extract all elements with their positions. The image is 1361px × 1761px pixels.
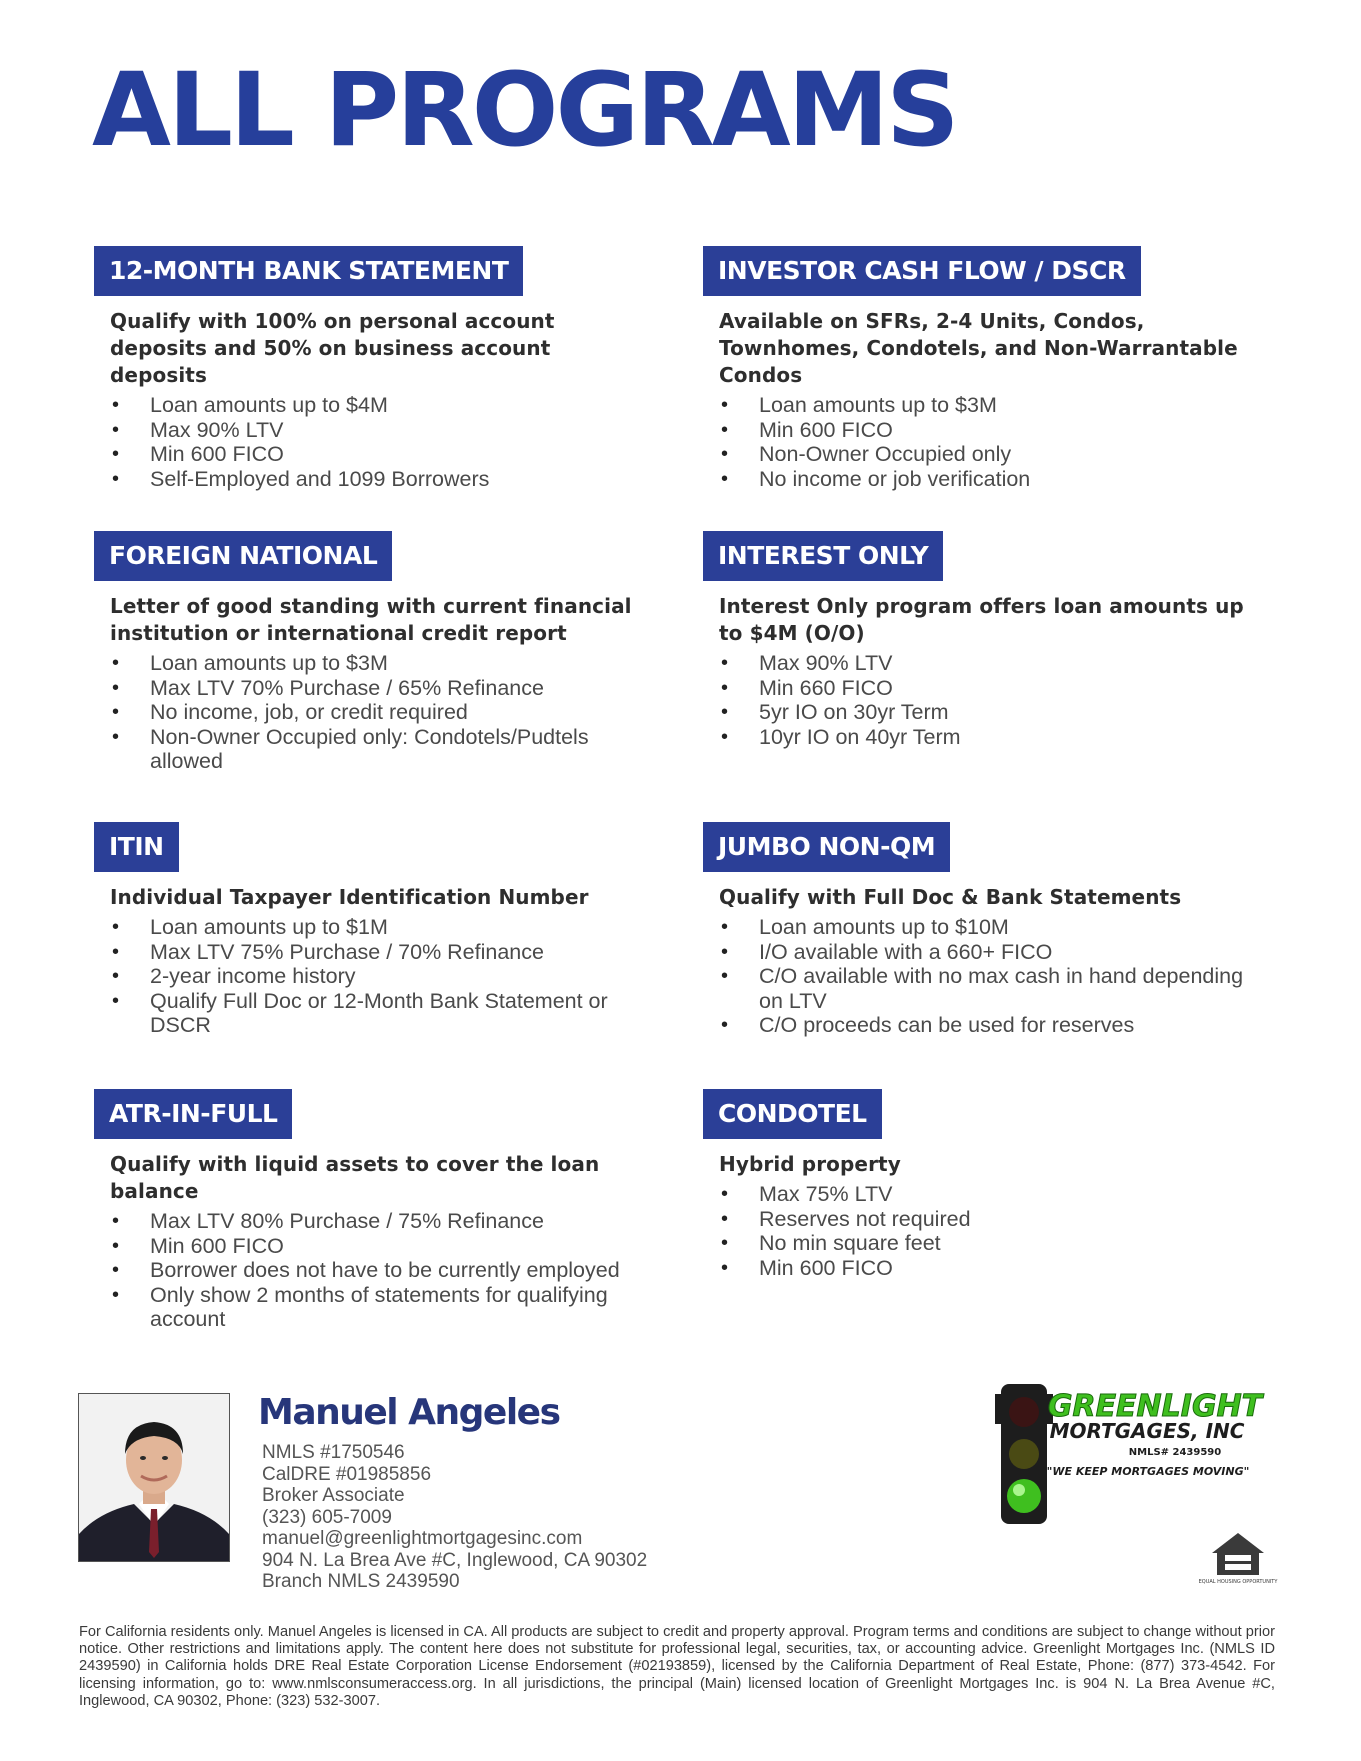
list-item: • I/O available with a 660+ FICO [719,940,1261,965]
list-item: • Min 600 FICO [719,1256,1261,1281]
agent-phone[interactable]: (323) 605-7009 [262,1506,392,1528]
bullet-list [110,393,652,491]
traffic-light-logo-icon [995,1382,1275,1532]
list-item: • Reserves not required [719,1207,1261,1232]
bullet-list [719,651,1261,749]
list-item: • Max LTV 80% Purchase / 75% Refinance [110,1209,672,1234]
list-item: • Max LTV 70% Purchase / 65% Refinance [110,676,652,701]
list-item: • Max 90% LTV [719,651,1261,676]
section-badge: INTEREST ONLY [703,531,943,581]
section-atr-in-full [92,1089,672,1332]
section-subtitle: Interest Only program offers loan amounts up to $4M (O/O) [719,594,1244,645]
list-item: • C/O proceeds can be used for reserves [719,1013,1261,1038]
list-item: • Only show 2 months of statements for qualifying account [110,1283,672,1332]
section-badge: ITIN [94,822,179,872]
bullet-list [719,1182,1261,1280]
agent-caldre: CalDRE #01985856 [262,1463,432,1485]
section-badge: INVESTOR CASH FLOW / DSCR [703,246,1141,296]
equal-housing-icon [1198,1529,1278,1589]
list-item: • Loan amounts up to $4M [110,393,652,418]
svg-text:GREENLIGHT: GREENLIGHT [1047,1389,1263,1424]
list-item: • Borrower does not have to be currently employed [110,1258,672,1283]
list-item: • Loan amounts up to $10M [719,915,1261,940]
bullet-list [110,651,652,774]
list-item: • No min square feet [719,1231,1261,1256]
list-item: • Loan amounts up to $1M [110,915,652,940]
list-item: • Min 600 FICO [110,442,652,467]
section-badge: 12-MONTH BANK STATEMENT [94,246,523,296]
svg-text:MORTGAGES, INC: MORTGAGES, INC [1049,1419,1245,1443]
section-bank-statement [92,246,652,491]
section-subtitle: Available on SFRs, 2-4 Units, Condos, Townhomes, Condotels, and Non-Warrantable Condos [719,309,1238,387]
list-item: • Qualify Full Doc or 12-Month Bank Statement or DSCR [110,989,652,1038]
agent-email[interactable]: manuel@greenlightmortgagesinc.com [262,1528,583,1549]
section-investor-dscr [701,246,1281,491]
list-item: • 2-year income history [110,964,652,989]
list-item: • 10yr IO on 40yr Term [719,725,1261,750]
agent-portrait-image [79,1394,229,1561]
list-item: • Max 90% LTV [110,418,652,443]
section-badge: JUMBO NON-QM [703,822,950,872]
agent-nmls: NMLS #1750546 [262,1442,405,1463]
section-condotel [701,1089,1261,1280]
list-item: • Non-Owner Occupied only: Condotels/Pudtels allowed [110,725,652,774]
bullet-list [719,393,1281,491]
list-item: • C/O available with no max cash in hand depending on LTV [719,964,1261,1013]
section-subtitle: Individual Taxpayer Identification Number [110,885,589,909]
section-jumbo-non-qm [701,822,1261,1038]
agent-contact-details [262,1442,647,1593]
section-interest-only [701,531,1261,749]
section-itin [92,822,652,1038]
section-badge: CONDOTEL [703,1089,882,1139]
svg-text:"WE KEEP MORTGAGES MOVING": "WE KEEP MORTGAGES MOVING" [1046,1465,1250,1478]
agent-branch-nmls: Branch NMLS 2439590 [262,1571,460,1592]
list-item: • Loan amounts up to $3M [110,651,652,676]
section-badge: ATR-IN-FULL [94,1089,292,1139]
list-item: • Min 660 FICO [719,676,1261,701]
section-foreign-national [92,531,652,774]
list-item: • 5yr IO on 30yr Term [719,700,1261,725]
agent-name: Manuel Angeles [258,1392,560,1433]
list-item: • Loan amounts up to $3M [719,393,1281,418]
page-title: ALL PROGRAMS [92,51,957,170]
bullet-list [110,1209,672,1332]
list-item: • Non-Owner Occupied only [719,442,1281,467]
svg-text:EQUAL HOUSING OPPORTUNITY: EQUAL HOUSING OPPORTUNITY [1198,1579,1278,1585]
section-subtitle: Hybrid property [719,1152,901,1176]
list-item: • No income, job, or credit required [110,700,652,725]
company-logo [995,1382,1275,1532]
agent-photo [78,1393,230,1562]
list-item: • Min 600 FICO [719,418,1281,443]
legal-disclaimer: For California residents only. Manuel Angeles is licensed in CA. All products are subject to credit and property approval. Program terms and conditions are subject to change without prior notice. Other restrictions and limitations apply. The content here does not substitute for professional legal, securities, tax, or accounting advice. Greenlight Mortgages Inc. (NMLS ID 2439590) in California holds DRE Real Estate Corporation License Endorsement (#02193859), licensed by the California Department of Real Estate, Phone: (877) 373-4542. For licensing information, go to: www.nmlsconsumeraccess.org. In all jurisdictions, the principal (Main) licensed location of Greenlight Mortgages Inc. is 904 N. La Brea Avenue #C, Inglewood, CA 90302, Phone: (323) 532-3007. [79,1624,1275,1709]
list-item: • Max LTV 75% Purchase / 70% Refinance [110,940,652,965]
section-badge: FOREIGN NATIONAL [94,531,392,581]
bullet-list [719,915,1261,1038]
section-subtitle: Letter of good standing with current financial institution or international credit report [110,594,632,645]
agent-title: Broker Associate [262,1485,405,1506]
list-item: • No income or job verification [719,467,1281,492]
list-item: • Self-Employed and 1099 Borrowers [110,467,652,492]
list-item: • Min 600 FICO [110,1234,672,1259]
agent-address: 904 N. La Brea Ave #C, Inglewood, CA 90302 [262,1549,648,1571]
section-subtitle: Qualify with Full Doc & Bank Statements [719,885,1182,909]
section-subtitle: Qualify with 100% on personal account deposits and 50% on business account deposits [110,309,555,387]
list-item: • Max 75% LTV [719,1182,1261,1207]
section-subtitle: Qualify with liquid assets to cover the loan balance [110,1152,600,1203]
svg-text:NMLS# 2439590: NMLS# 2439590 [1128,1447,1222,1458]
bullet-list [110,915,652,1038]
